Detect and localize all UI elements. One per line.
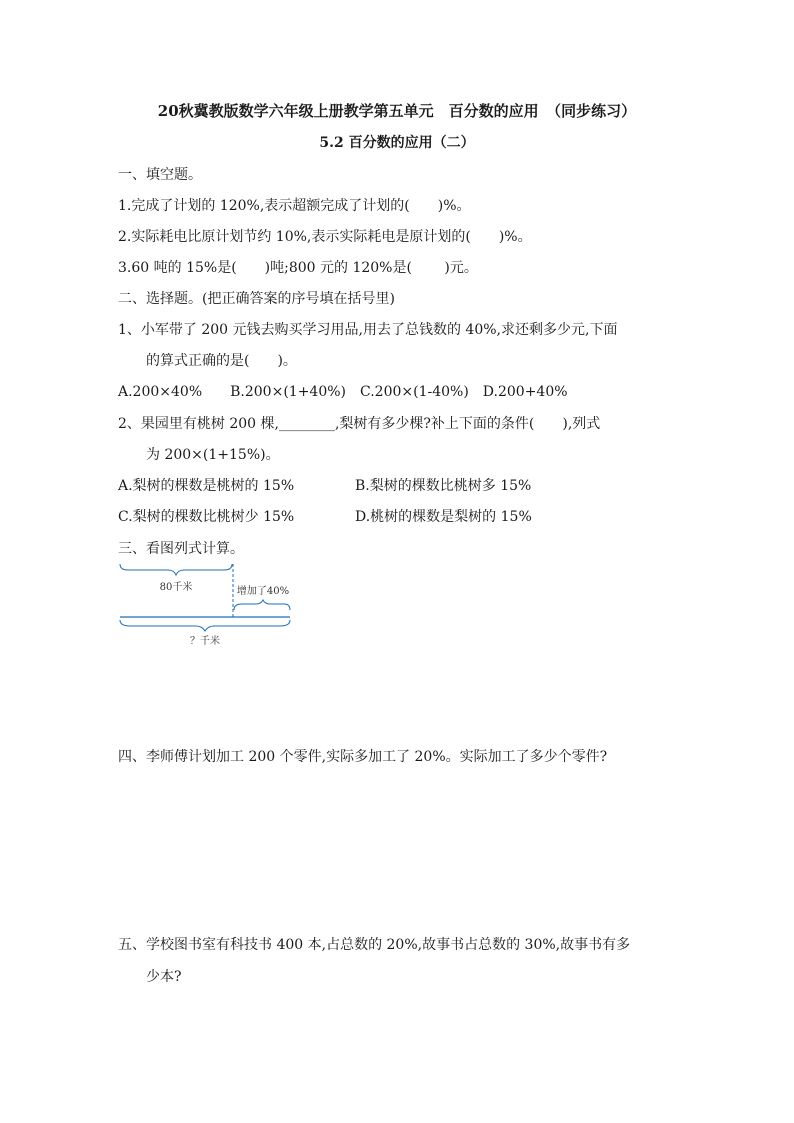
increase-label: 增加了40% [236, 586, 290, 597]
section2-question-2-option-d: D.桃树的棵数是梨树的 15% [355, 509, 532, 525]
total-brace [120, 620, 290, 631]
line-segment-diagram [118, 562, 298, 652]
section2-question-1-options: A.200×40% B.200×(1+40%) C.200×(1-40%) D.200+40% [118, 384, 568, 400]
section2-question-2-option-a: A.梨树的棵数是桃树的 15% [118, 478, 295, 494]
page-title: 20秋冀教版数学六年级上册教学第五单元 百分数的应用 （同步练习） [157, 102, 637, 120]
base-brace [120, 564, 232, 575]
section1-question-3: 3.60 吨的 15%是( )吨;800 元的 120%是( )元。 [118, 260, 478, 276]
section3-heading: 三、看图列式计算。 [118, 541, 244, 557]
increase-brace [234, 600, 290, 610]
section2-question-2-line-2: 为 200×(1+15%)。 [146, 447, 280, 463]
section2-question-1-line-1: 1、小军带了 200 元钱去购买学习用品,用去了总钱数的 40%,求还剩多少元,下面 [118, 322, 618, 338]
section1-heading: 一、填空题。 [118, 167, 202, 183]
section2-question-1-line-2: 的算式正确的是( )。 [146, 353, 297, 369]
total-label: ？千米 [190, 636, 220, 647]
section2-heading: 二、选择题。(把正确答案的序号填在括号里) [118, 291, 395, 307]
section1-question-1: 1.完成了计划的 120%,表示超额完成了计划的( )%。 [118, 198, 471, 214]
line-segment-svg [118, 562, 298, 652]
section4-question: 四、李师傅计划加工 200 个零件,实际多加工了 20%。实际加工了多少个零件? [118, 749, 608, 765]
section2-question-2-line-1: 2、果园里有桃树 200 棵,________,梨树有多少棵?补上下面的条件( ),列式 [118, 416, 601, 432]
page-subtitle: 5.2 百分数的应用（二） [319, 135, 475, 151]
section2-question-2-option-c: C.梨树的棵数比桃树少 15% [118, 509, 295, 525]
section1-question-2: 2.实际耗电比原计划节约 10%,表示实际耗电是原计划的( )%。 [118, 229, 532, 245]
base-label: 80千米 [159, 582, 193, 593]
section2-question-2-option-b: B.梨树的棵数比桃树多 15% [355, 478, 532, 494]
section5-question-line-1: 五、学校图书室有科技书 400 本,占总数的 20%,故事书占总数的 30%,故事书有多 [118, 937, 631, 953]
section5-question-line-2: 少本? [146, 969, 182, 985]
